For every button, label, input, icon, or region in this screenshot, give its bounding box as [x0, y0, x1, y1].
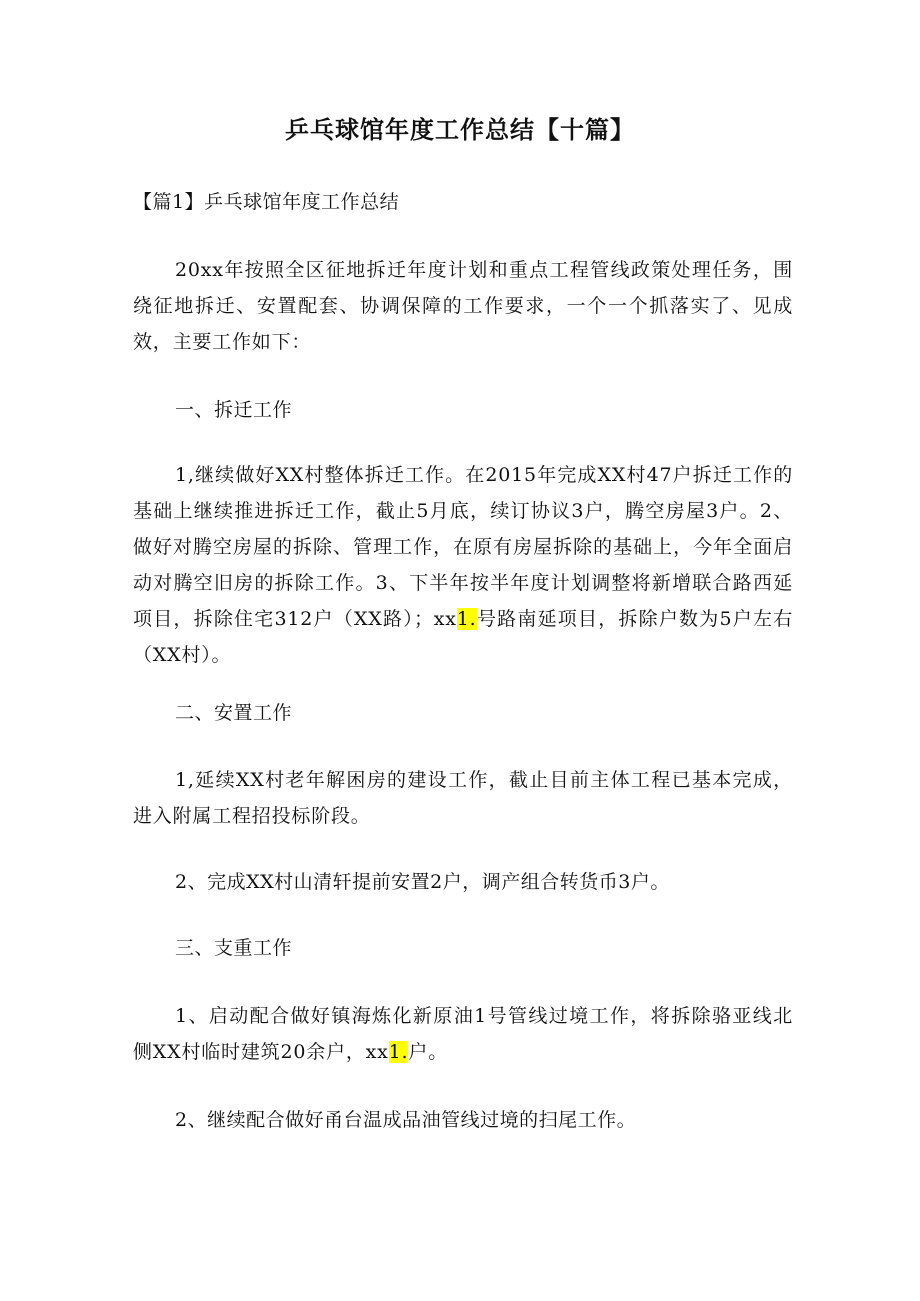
section-2-heading: 二、安置工作 — [175, 702, 293, 724]
section-3-item-1 — [133, 998, 793, 1070]
section-1-text-after: 号路南延项目，拆除户数为5户左右（XX村）。 — [133, 608, 793, 666]
part-heading: 【篇1】乒乓球馆年度工作总结 — [133, 191, 400, 213]
section-2-item-1: 1,延续XX村老年解困房的建设工作，截止目前主体工程已基本完成，进入附属工程招投标阶段。 — [133, 769, 793, 827]
section-3-text-after: 户。 — [408, 1041, 449, 1063]
highlighted-text: 1. — [456, 608, 477, 630]
section-3-text-before: 1、启动配合做好镇海炼化新原油1号管线过境工作，将拆除骆亚线北侧XX村临时建筑20余户，xx — [133, 1005, 793, 1063]
section-1-heading: 一、拆迁工作 — [175, 399, 293, 421]
highlighted-text: 1. — [388, 1041, 409, 1063]
document-title: 乒乓球馆年度工作总结【十篇】 — [285, 116, 635, 144]
section-1-text-before: 1,继续做好XX村整体拆迁工作。在2015年完成XX村47户拆迁工作的基础上继续推进拆迁工作，截止5月底，续订协议3户，腾空房屋3户。2、做好对腾空房屋的拆除、管理工作，在原有房屋拆除的基础上，今年全面启动对腾空旧房的拆除工作。3、下半年按半年度计划调整将新增联合路西延项目，拆除住宅312户（XX路）；xx — [133, 464, 793, 630]
section-1-paragraph — [133, 457, 793, 673]
section-3-item-2: 2、继续配合做好甬台温成品油管线过境的扫尾工作。 — [175, 1109, 637, 1131]
section-2-item-2: 2、完成XX村山清轩提前安置2户，调产组合转货币3户。 — [175, 871, 670, 893]
intro-paragraph: 20xx年按照全区征地拆迁年度计划和重点工程管线政策处理任务，围绕征地拆迁、安置配套、协调保障的工作要求，一个一个抓落实了、见成效，主要工作如下： — [133, 259, 793, 353]
section-3-heading: 三、支重工作 — [175, 937, 293, 959]
